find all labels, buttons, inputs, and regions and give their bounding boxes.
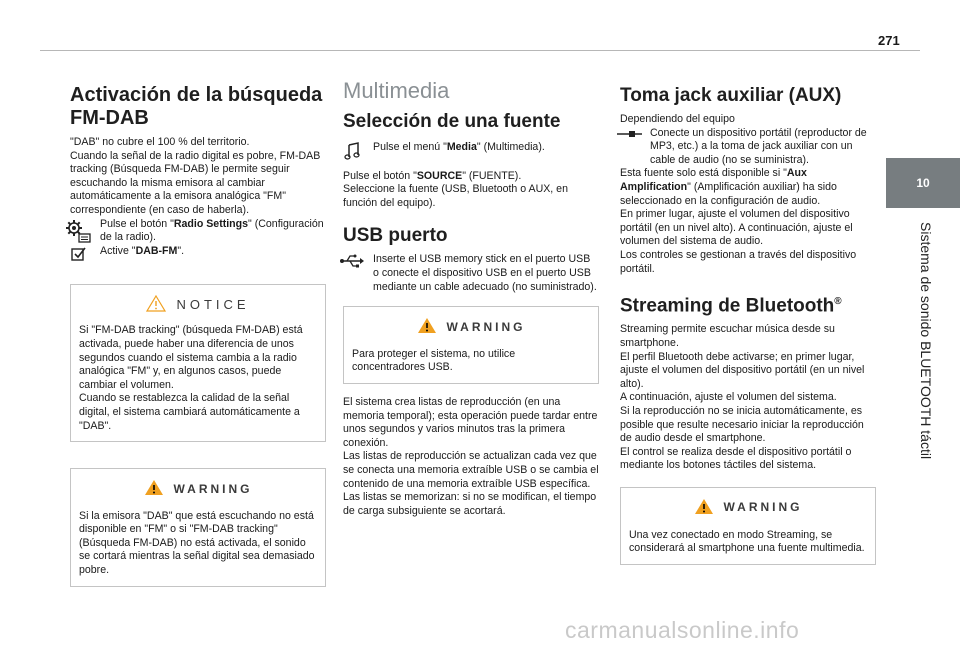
usb-icon xyxy=(337,253,367,268)
section-heading-fm-dab xyxy=(70,84,326,130)
heading-usb: USB puerto xyxy=(343,225,448,247)
paragraph: A continuación, ajuste el volumen del sistema. xyxy=(620,391,837,404)
usb-step xyxy=(337,253,599,294)
music-note-icon xyxy=(337,141,367,160)
usb-text: Inserte el USB memory stick en el puerto USB o conecte el dispositivo USB en el puerto USB mediante un cable adecuado (no suministrado). xyxy=(373,253,597,293)
header-rule xyxy=(40,50,920,51)
activate-step xyxy=(64,245,326,262)
notice-header xyxy=(71,285,325,321)
text: ". xyxy=(177,244,185,257)
aux-text: Conecte un dispositivo portátil (reproductor de MP3, etc.) a la toma de jack auxiliar con un cable de audio (no se suministra). xyxy=(650,126,867,166)
column-middle xyxy=(343,78,599,518)
text: " (Amplificación auxiliar) ha sido seleccionado en la configuración de audio. xyxy=(620,180,837,207)
paragraph: Cuando la señal de la radio digital es pobre, FM-DAB tracking (Búsqueda FM-DAB) le permite seguir escuchando la misma emisora al cambiar automáticamente a la emisora analógica "FM" correspondiente (en caso de haberla). xyxy=(70,149,321,216)
heading-text: Streaming de Bluetooth xyxy=(620,295,835,317)
text: Esta fuente solo está disponible si " xyxy=(620,167,787,180)
warning-box xyxy=(70,468,326,587)
heading-aux: Toma jack auxiliar (AUX) xyxy=(620,85,842,106)
chapter-tab xyxy=(886,158,960,208)
warning-title: WARNING xyxy=(723,500,803,515)
text: Pulse el botón " xyxy=(100,217,174,230)
paragraph: Los controles se gestionan a través del dispositivo portátil. xyxy=(620,248,857,275)
warning-text: Para proteger el sistema, no utilice concentradores USB. xyxy=(352,347,516,374)
text: " (Configuración de la radio). xyxy=(100,217,324,244)
warning-title: WARNING xyxy=(173,481,253,496)
warning-header xyxy=(621,488,875,525)
paragraph: El control se realiza desde el dispositivo portátil o mediante los botones táctiles del sistema. xyxy=(620,445,852,472)
notice-triangle-icon xyxy=(146,295,166,315)
heading-source-selection: Selección de una fuente xyxy=(343,110,561,132)
bold-label: DAB-FM xyxy=(135,244,178,257)
paragraph: Las listas se memorizan: si no se modifican, el tiempo de carga subsiguiente se acortará. xyxy=(343,491,597,517)
chapter-number: 10 xyxy=(916,176,930,190)
text: Pulse el botón " xyxy=(343,169,417,182)
warning-text: Una vez conectado en modo Streaming, se considerará al smartphone una fuente multimedia. xyxy=(629,528,865,555)
text: " (Multimedia). xyxy=(476,140,545,153)
media-step xyxy=(337,141,599,160)
heading-line-1: Activación de la búsqueda xyxy=(70,84,323,106)
warning-triangle-icon xyxy=(417,317,437,338)
warning-header xyxy=(344,307,598,344)
text: " (FUENTE). xyxy=(462,169,522,182)
paragraph: Las listas de reproducción se actualizan cada vez que se conecta una memoria extraíble USB o se cambia el contenido de una memoria extraíble USB específica. xyxy=(343,450,599,490)
multimedia-title: Multimedia xyxy=(343,78,450,103)
bold-label: Radio Settings xyxy=(173,217,249,230)
paragraph: Si la reproducción no se inicia automáticamente, es posible que resulte necesario iniciar la reproducción de audio desde el smartphone. xyxy=(620,405,864,445)
notice-title: NOTICE xyxy=(176,296,250,312)
radio-settings-step xyxy=(64,218,326,245)
warning-box xyxy=(343,306,599,384)
paragraph: "DAB" no cubre el 100 % del territorio. xyxy=(70,136,250,148)
heading-bluetooth xyxy=(620,290,876,317)
text: Pulse el menú " xyxy=(373,140,447,153)
jack-cable-icon xyxy=(614,127,644,140)
paragraph: El sistema crea listas de reproducción (en una memoria temporal); esta operación puede tardar entre unos segundos y varios minutos tras la primera conexión. xyxy=(343,395,598,449)
warning-header xyxy=(71,469,325,506)
paragraph: Seleccione la fuente (USB, Bluetooth o AUX, en función del equipo). xyxy=(343,183,568,209)
column-left xyxy=(70,84,326,587)
paragraph: Streaming permite escuchar música desde su smartphone. xyxy=(620,323,835,350)
page-number: 271 xyxy=(878,33,900,48)
bold-label: Aux Amplification xyxy=(620,167,807,193)
warning-text: Si la emisora "DAB" que está escuchando no está disponible en "FM" o si "FM-DAB tracking" (Búsqueda FM-DAB) no está activada, el sonido se cortará mientras la señal digital sea demasiado pobre. xyxy=(79,509,315,577)
watermark: carmanualsonline.info xyxy=(565,617,800,643)
notice-text: Cuando se restablezca la calidad de la señal digital, el sistema cambiará automáticamente a "DAB". xyxy=(79,392,300,432)
paragraph: Dependiendo del equipo xyxy=(620,113,735,125)
text: Active " xyxy=(100,244,136,257)
chapter-title: Sistema de sonido BLUETOOTH táctil xyxy=(918,222,934,460)
bold-label: Media xyxy=(446,140,477,153)
warning-triangle-icon xyxy=(694,498,714,519)
registered-mark: ® xyxy=(834,296,842,308)
warning-title: WARNING xyxy=(446,319,526,334)
paragraph: El perfil Bluetooth debe activarse; en primer lugar, ajuste el volumen del dispositivo portátil (en un nivel alto). xyxy=(620,350,865,390)
warning-triangle-icon xyxy=(144,479,164,500)
checkbox-check-icon xyxy=(64,245,94,262)
notice-box xyxy=(70,284,326,442)
notice-text: Si "FM-DAB tracking" (búsqueda FM-DAB) está activada, puede haber una diferencia de unos segundos cuando el sistema cambia a la radio analógica "FM" y, en algunos casos, puede cambiar el volumen. xyxy=(79,324,303,391)
paragraph: En primer lugar, ajuste el volumen del dispositivo portátil (en un nivel alto). A continuación, ajuste el volumen del sistema de audio. xyxy=(620,208,853,248)
column-right xyxy=(620,84,876,565)
warning-box xyxy=(620,487,876,565)
settings-gear-icon xyxy=(64,218,94,245)
aux-step xyxy=(614,127,876,168)
heading-line-2: FM-DAB xyxy=(70,107,149,129)
bold-label: SOURCE xyxy=(416,169,463,182)
